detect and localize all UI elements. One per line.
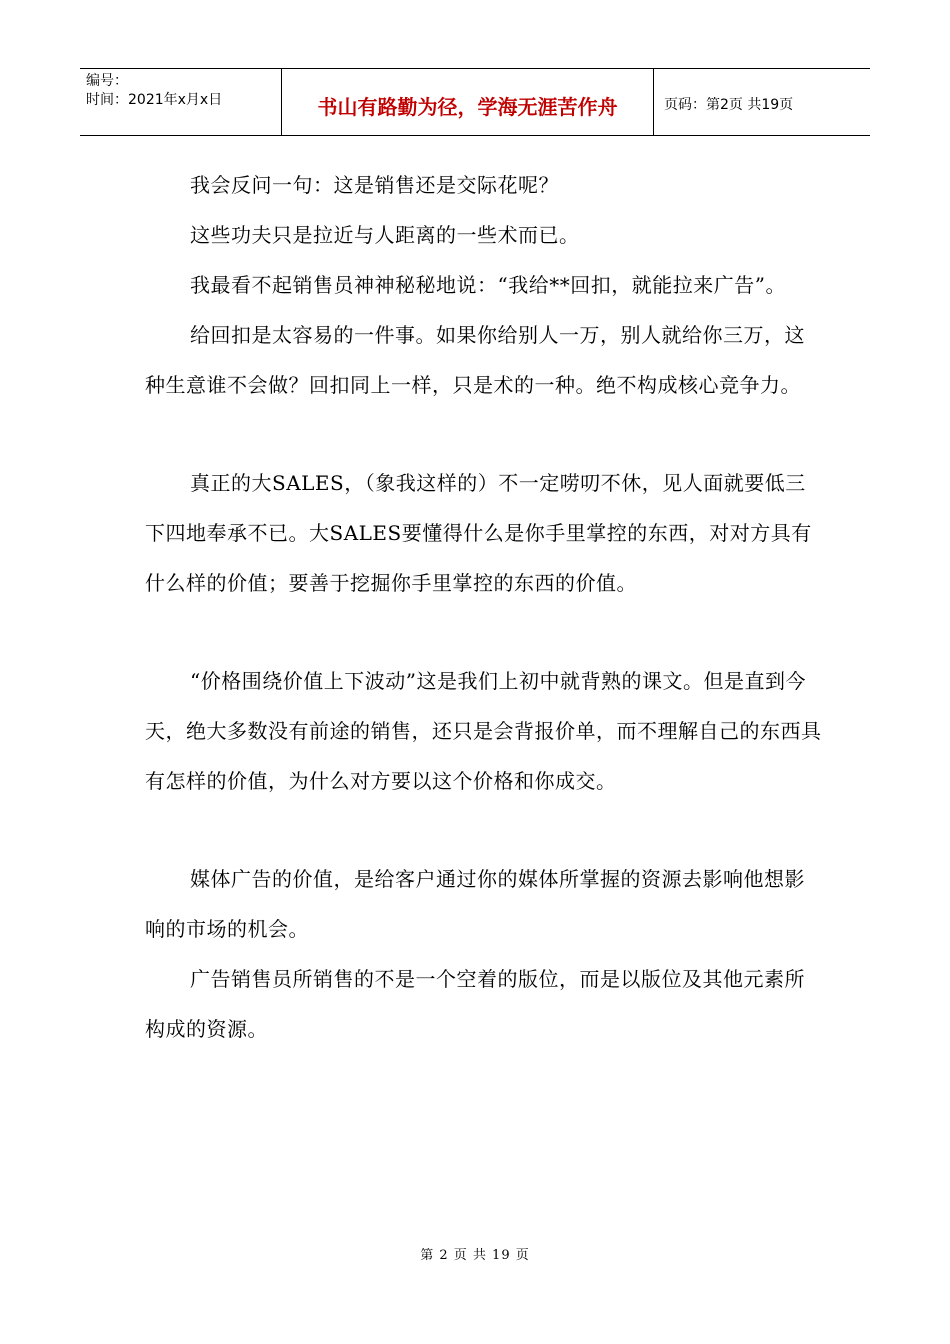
header-number-label: 编号：: [86, 73, 128, 89]
paragraph: 广告销售员所销售的不是一个空着的版位，而是以版位及其他元素所构成的资源。: [145, 967, 805, 1041]
paragraph: 我最看不起销售员神神秘秘地说：“我给**回扣，就能拉来广告”。: [190, 273, 786, 297]
paragraph: 媒体广告的价值，是给客户通过你的媒体所掌握的资源去影响他想影响的市场的机会。: [145, 867, 805, 941]
paragraph: 我会反问一句：这是销售还是交际花呢？: [190, 173, 559, 197]
paragraph: 这些功夫只是拉近与人距离的一些术而已。: [190, 223, 580, 247]
paragraph-gap: [145, 410, 825, 458]
header-meta: [80, 69, 282, 135]
header-time-label: 时间：2021年x月x日: [86, 92, 223, 108]
paragraph: 给回扣是太容易的一件事。如果你给别人一万，别人就给你三万，这种生意谁不会做？回扣同上一样，只是术的一种。绝不构成核心竞争力。: [145, 323, 805, 397]
document-header: [80, 68, 870, 136]
paragraph: 真正的大SALES，（象我这样的）不一定唠叨不休，见人面就要低三下四地奉承不已。大SALES要懂得什么是你手里掌控的东西，对对方具有什么样的价值；要善于挖掘你手里掌控的东西的价值。: [145, 471, 812, 595]
paragraph: “价格围绕价值上下波动”这是我们上初中就背熟的课文。但是直到今天，绝大多数没有前途的销售，还只是会背报价单，而不理解自己的东西具有怎样的价值，为什么对方要以这个价格和你成交。: [145, 669, 822, 793]
header-page-info: 页码：第2页 共19页: [664, 97, 794, 113]
document-body: [145, 160, 825, 1054]
paragraph-gap: [145, 806, 825, 854]
header-motto: 书山有路勤为径，学海无涯苦作舟: [282, 69, 654, 135]
paragraph-gap: [145, 608, 825, 656]
page-footer: 第 2 页 共 19 页: [420, 1248, 530, 1263]
